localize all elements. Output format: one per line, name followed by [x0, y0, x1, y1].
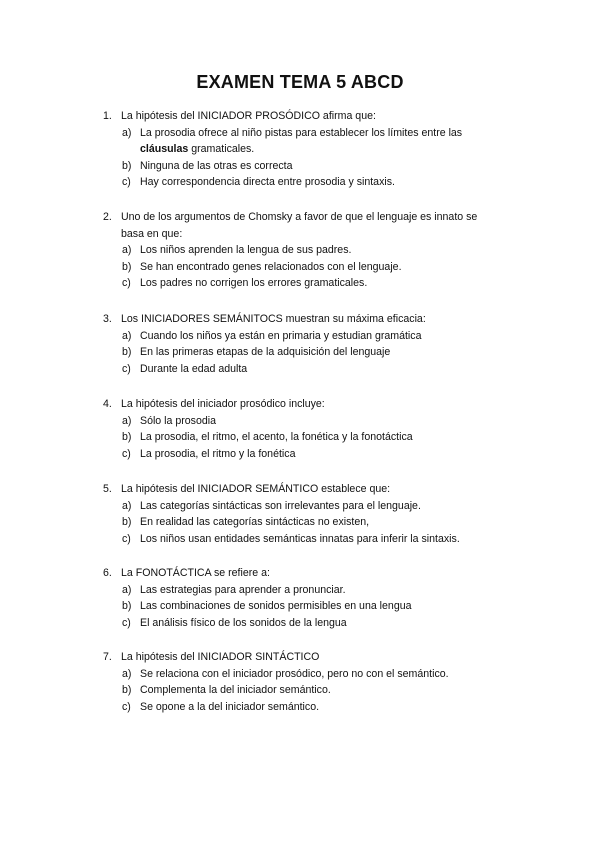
question-4	[103, 396, 503, 462]
option-c[interactable]	[103, 615, 503, 632]
question-text: La hipótesis del INICIADOR SEMÁNTICO establece que:	[121, 483, 391, 495]
option-text: Se han encontrado genes relacionados con el lenguaje.	[140, 260, 402, 273]
question-text: La hipótesis del INICIADOR SINTÁCTICO	[121, 651, 320, 663]
option-letter: b)	[122, 159, 132, 172]
question-number: 6.	[103, 567, 112, 579]
option-text: En realidad las categorías sintácticas no existen,	[140, 516, 370, 529]
question-number: 2.	[103, 211, 112, 223]
option-letter: c)	[122, 362, 131, 375]
option-text: La prosodia, el ritmo, el acento, la fonética y la fonotáctica	[140, 431, 413, 444]
question-text: La FONOTÁCTICA se refiere a:	[121, 567, 270, 579]
selected-answer-mark: b)	[122, 682, 136, 699]
selected-answer-mark: b)	[122, 598, 136, 615]
option-text: En las primeras etapas de la adquisición del lenguaje	[140, 346, 391, 359]
question-1	[103, 108, 503, 191]
option-text: Se relaciona con el iniciador prosódico, pero no con el semántico.	[140, 667, 449, 680]
option-letter: b)	[122, 516, 132, 529]
selected-answer-mark: b)	[122, 429, 136, 446]
option-bold-text: cláusulas	[140, 143, 189, 156]
option-text: Durante la edad adulta	[140, 362, 248, 375]
question-text: Uno de los argumentos de Chomsky a favor de que el lenguaje es innato se basa en que:	[121, 211, 478, 240]
option-text: Ninguna de las otras es correcta	[140, 159, 293, 172]
option-a[interactable]	[103, 125, 503, 158]
option-letter: c)	[122, 447, 131, 460]
option-text: Los niños usan entidades semánticas innatas para inferir la sintaxis.	[140, 532, 460, 545]
option-text: Los niños aprenden la lengua de sus padres.	[140, 244, 352, 257]
question-text: Los INICIADORES SEMÁNITOCS muestran su máxima eficacia:	[121, 313, 426, 325]
option-a[interactable]	[103, 666, 503, 683]
selected-answer-mark: c)	[122, 275, 136, 292]
question-6	[103, 565, 503, 631]
option-letter: a)	[122, 329, 132, 342]
option-b[interactable]	[103, 344, 503, 361]
option-text: Complementa la del iniciador semántico.	[140, 684, 331, 697]
option-c[interactable]	[103, 361, 503, 378]
option-letter: c)	[122, 176, 131, 189]
option-c[interactable]	[103, 446, 503, 463]
option-text: Cuando los niños ya están en primaria y estudian gramática	[140, 329, 422, 342]
question-number: 5.	[103, 483, 112, 495]
option-text: Las estrategias para aprender a pronunciar.	[140, 583, 346, 596]
option-letter: c)	[122, 700, 131, 713]
question-number: 1.	[103, 110, 112, 122]
selected-answer-mark: c)	[122, 531, 136, 548]
option-text-tail: gramaticales.	[188, 143, 255, 156]
option-b[interactable]	[103, 259, 503, 276]
page-title: EXAMEN TEMA 5 ABCD	[196, 72, 404, 92]
selected-answer-mark: a)	[122, 125, 136, 142]
question-number: 4.	[103, 398, 112, 410]
option-letter: a)	[122, 583, 132, 596]
option-b[interactable]	[103, 598, 503, 615]
question-5	[103, 481, 503, 547]
question-3	[103, 311, 503, 377]
option-letter: c)	[122, 616, 131, 629]
option-text: Se opone a la del iniciador semántico.	[140, 700, 320, 713]
option-text: Sólo la prosodia	[140, 414, 216, 427]
option-letter: a)	[122, 667, 132, 680]
option-text: La prosodia, el ritmo y la fonética	[140, 447, 296, 460]
question-text: La hipótesis del INICIADOR PROSÓDICO afirma que:	[121, 110, 376, 122]
question-2	[103, 209, 503, 292]
option-a[interactable]	[103, 582, 503, 599]
option-c[interactable]	[103, 275, 503, 292]
option-letter: b)	[122, 260, 132, 273]
option-b[interactable]	[103, 682, 503, 699]
option-a[interactable]	[103, 498, 503, 515]
option-b[interactable]	[103, 429, 503, 446]
option-c[interactable]	[103, 699, 503, 716]
option-text: Los padres no corrigen los errores gramaticales.	[140, 277, 368, 290]
option-b[interactable]	[103, 158, 503, 175]
option-text: Las categorías sintácticas son irrelevantes para el lenguaje.	[140, 499, 421, 512]
option-c[interactable]	[103, 174, 503, 191]
option-text: Hay correspondencia directa entre prosodia y sintaxis.	[140, 176, 395, 189]
selected-answer-mark: b)	[122, 344, 136, 361]
option-text: La prosodia ofrece al niño pistas para establecer los límites entre las	[140, 126, 463, 139]
option-text: El análisis físico de los sonidos de la lengua	[140, 616, 347, 629]
question-number: 3.	[103, 313, 112, 325]
option-a[interactable]	[103, 413, 503, 430]
question-7	[103, 649, 503, 715]
question-text: La hipótesis del iniciador prosódico incluye:	[121, 398, 325, 410]
option-a[interactable]	[103, 328, 503, 345]
option-text: Las combinaciones de sonidos permisibles en una lengua	[140, 600, 412, 613]
option-letter: a)	[122, 499, 132, 512]
question-number: 7.	[103, 651, 112, 663]
option-a[interactable]	[103, 242, 503, 259]
option-c[interactable]	[103, 531, 503, 548]
option-letter: a)	[122, 244, 132, 257]
option-b[interactable]	[103, 514, 503, 531]
option-letter: a)	[122, 414, 132, 427]
